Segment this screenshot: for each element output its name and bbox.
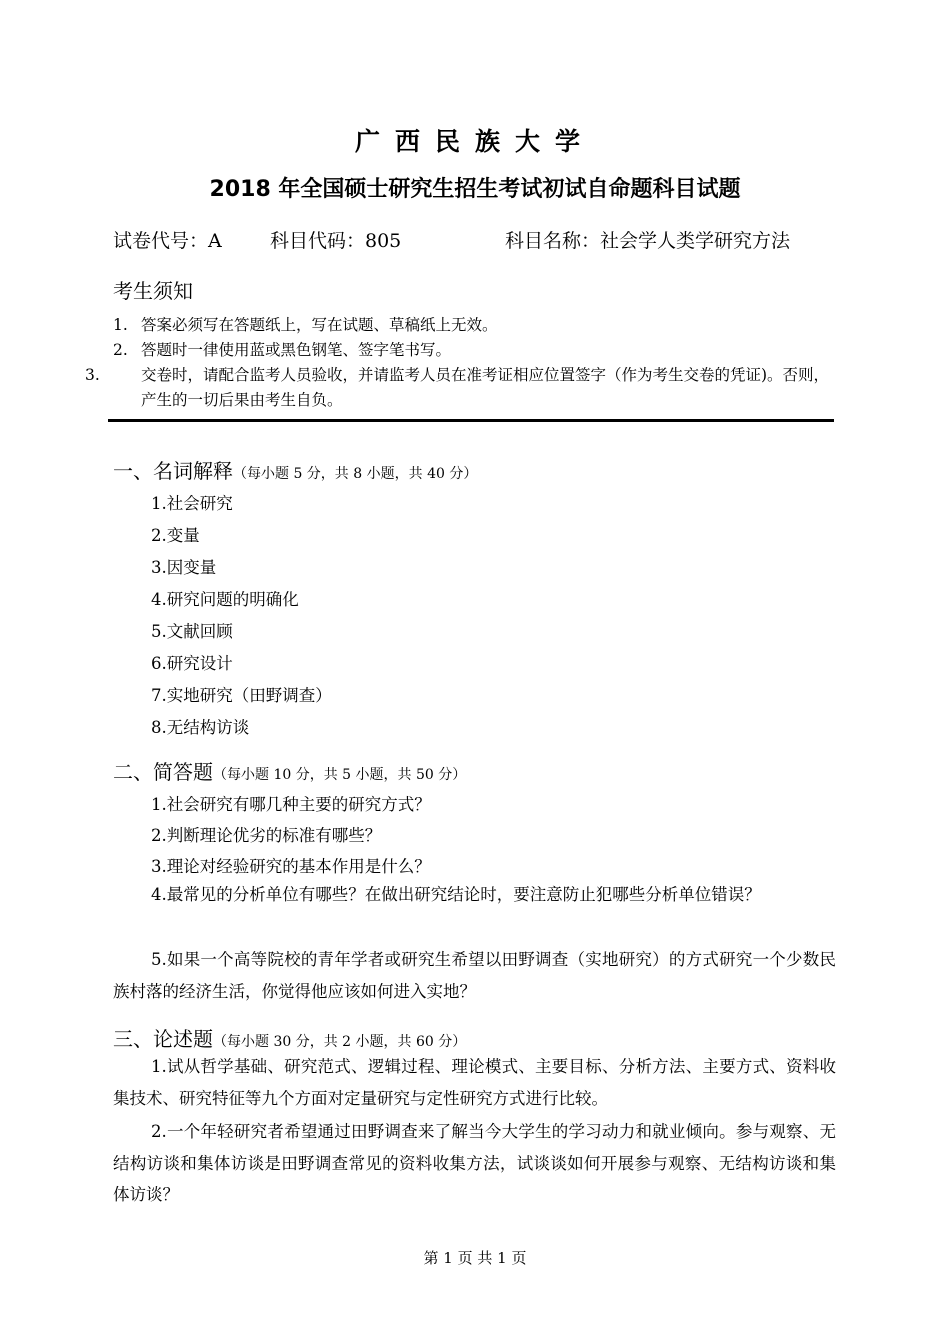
list-item: 5.文献回顾 [151, 622, 233, 641]
list-item: 1.社会研究 [151, 494, 233, 513]
notice-item-text: 答题时一律使用蓝或黑色钢笔、签字笔书写。 [141, 341, 452, 359]
paper-code: 试卷代号：A [113, 230, 222, 252]
list-item: 3.因变量 [151, 558, 217, 577]
list-item: 3.理论对经验研究的基本作用是什么？ [151, 857, 431, 876]
list-item: 4.研究问题的明确化 [151, 590, 299, 609]
list-item: 1.社会研究有哪几种主要的研究方式？ [151, 795, 431, 814]
notice-item-number: 1. [113, 316, 128, 334]
notice-item-text: 答案必须写在答题纸上，写在试题、草稿纸上无效。 [141, 316, 498, 334]
notice-heading: 考生须知 [113, 279, 193, 303]
exam-title: 2018 年全国硕士研究生招生考试初试自命题科目试题 [209, 177, 741, 202]
page-number: 第 1 页 共 1 页 [423, 1249, 527, 1267]
section1-note: （每小题 5 分，共 8 小题，共 40 分） [233, 466, 478, 482]
subject-name: 科目名称：社会学人类学研究方法 [505, 230, 791, 252]
section3-note: （每小题 30 分，共 2 小题，共 60 分） [213, 1034, 467, 1050]
divider-rule [108, 419, 834, 422]
list-item: 2.判断理论优劣的标准有哪些？ [151, 826, 382, 845]
university-name: 广西民族大学 [354, 127, 595, 156]
notice-item-text: 交卷时，请配合监考人员验收，并请监考人员在准考证相应位置签字（作为考生交卷的凭证)。否则，产生的一切后果由考生自负。 [141, 366, 830, 409]
notice-item [85, 363, 838, 413]
question-paragraph: 2.一个年轻研究者希望通过田野调查来了解当今大学生的学习动力和就业倾向。参与观察、无结构访谈和集体访谈是田野调查常见的资料收集方法，试谈谈如何开展参与观察、无结构访谈和集体访谈？ [113, 1122, 836, 1204]
question-paragraph: 4.最常见的分析单位有哪些？在做出研究结论时，要注意防止犯哪些分析单位错误？ [151, 885, 761, 904]
list-item: 2.变量 [151, 526, 200, 545]
notice-item [113, 313, 838, 338]
list-item: 8.无结构访谈 [151, 718, 250, 737]
notice-item [113, 338, 838, 363]
section2-heading [113, 756, 466, 785]
section3-title: 三、论述题 [113, 1027, 213, 1051]
question-paragraph: 1.试从哲学基础、研究范式、逻辑过程、理论模式、主要目标、分析方法、主要方式、资料收集技术、研究特征等九个方面对定量研究与定性研究方式进行比较。 [113, 1057, 836, 1108]
list-item: 6.研究设计 [151, 654, 233, 673]
section1-title: 一、名词解释 [113, 459, 233, 483]
question-paragraph: 5.如果一个高等院校的青年学者或研究生希望以田野调查（实地研究）的方式研究一个少数民族村落的经济生活，你觉得他应该如何进入实地？ [113, 950, 836, 1001]
subject-code: 科目代码：805 [270, 230, 402, 252]
section3-heading [113, 1023, 466, 1052]
notice-item-number: 3. [85, 366, 100, 384]
section1-heading [113, 455, 477, 484]
section2-title: 二、简答题 [113, 760, 213, 784]
list-item: 7.实地研究（田野调查） [151, 686, 332, 705]
section2-note: （每小题 10 分，共 5 小题，共 50 分） [213, 767, 467, 783]
notice-item-number: 2. [113, 341, 128, 359]
